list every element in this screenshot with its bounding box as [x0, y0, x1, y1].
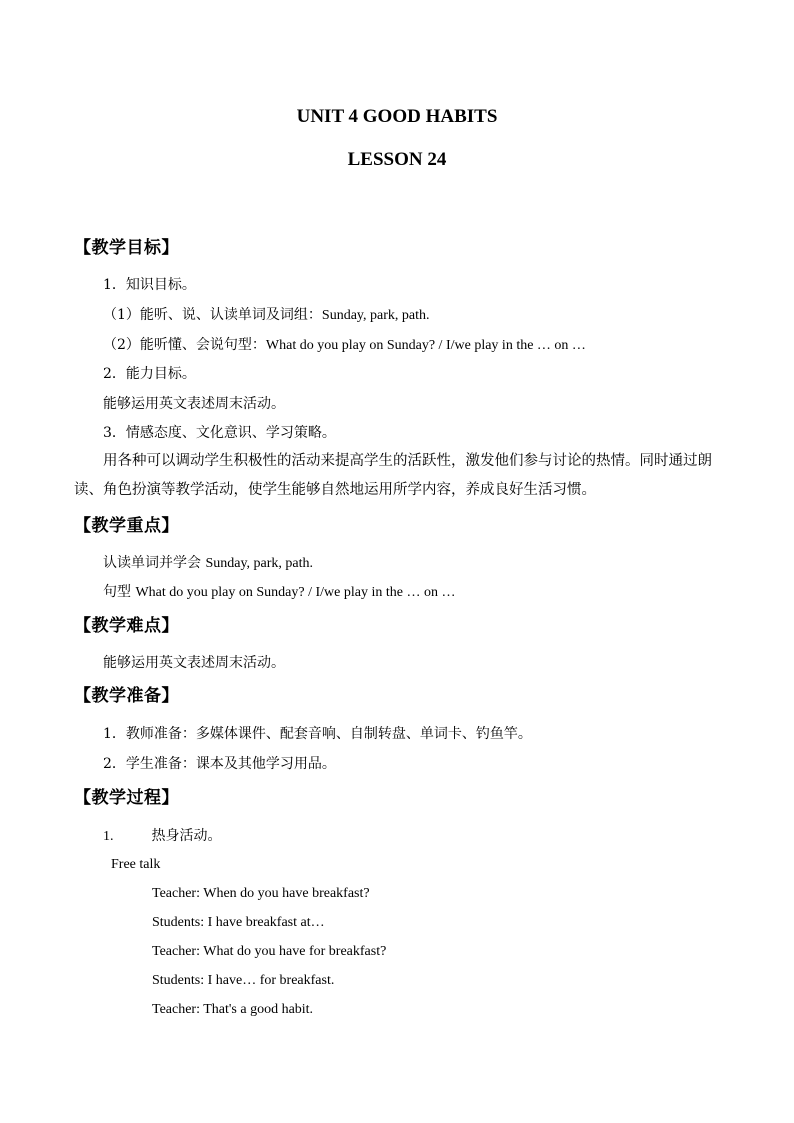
knowledge-goal-item-1-cn: （1）能听、说、认读单词及词组：	[103, 307, 322, 323]
process-heading: 【教学过程】	[74, 788, 179, 808]
objectives-heading: 【教学目标】	[74, 238, 179, 258]
preparation-heading: 【教学准备】	[74, 686, 179, 706]
dialogue-line: Teacher: When do you have breakfast?	[152, 886, 370, 901]
unit-title: UNIT 4 GOOD HABITS	[296, 106, 498, 127]
emotion-goal-label: 3．情感态度、文化意识、学习策略。	[103, 425, 336, 441]
difficult-points-heading: 【教学难点】	[74, 616, 179, 636]
knowledge-goal-label: 1．知识目标。	[103, 277, 196, 293]
key-point-1-en: Sunday, park, path.	[205, 556, 314, 571]
ability-goal-label: 2．能力目标。	[103, 366, 196, 382]
difficult-point-text: 能够运用英文表述周末活动。	[103, 655, 285, 671]
teacher-preparation: 1．教师准备：多媒体课件、配套音响、自制转盘、单词卡、钓鱼竿。	[103, 726, 532, 742]
key-point-1	[103, 552, 313, 572]
dialogue-line: Students: I have… for breakfast.	[152, 973, 335, 988]
knowledge-goal-item-2	[103, 334, 586, 354]
ability-goal-text: 能够运用英文表述周末活动。	[103, 396, 285, 412]
emotion-goal-text: 用各种可以调动学生积极性的活动来提高学生的活跃性，激发他们参与讨论的热情。同时通过朗读、角色扮演等教学活动，使学生能够自然地运用所学内容，养成良好生活习惯。	[74, 453, 712, 498]
key-point-2-en: What do you play on Sunday? / I/we play in the … on …	[135, 585, 456, 600]
lesson-title: LESSON 24	[347, 149, 447, 170]
free-talk-label: Free talk	[111, 857, 161, 872]
knowledge-goal-item-1	[103, 304, 430, 324]
knowledge-goal-item-2-en: What do you play on Sunday? / I/we play in the … on …	[265, 338, 586, 353]
key-point-1-cn: 认读单词并学会	[103, 555, 206, 571]
process-step-label: 热身活动。	[151, 828, 222, 844]
dialogue-line: Teacher: What do you have for breakfast?	[152, 944, 387, 959]
key-point-2-cn: 句型	[103, 584, 136, 600]
key-points-heading: 【教学重点】	[74, 516, 179, 536]
key-point-2	[103, 581, 455, 601]
process-step-1	[103, 825, 222, 845]
dialogue-line: Students: I have breakfast at…	[152, 915, 325, 930]
student-preparation: 2．学生准备：课本及其他学习用品。	[103, 756, 336, 772]
knowledge-goal-item-1-en: Sunday, park, path.	[321, 308, 430, 323]
knowledge-goal-item-2-cn: （2）能听懂、会说句型：	[103, 337, 266, 353]
process-step-number: 1.	[103, 829, 114, 844]
dialogue-line: Teacher: That's a good habit.	[152, 1002, 314, 1017]
